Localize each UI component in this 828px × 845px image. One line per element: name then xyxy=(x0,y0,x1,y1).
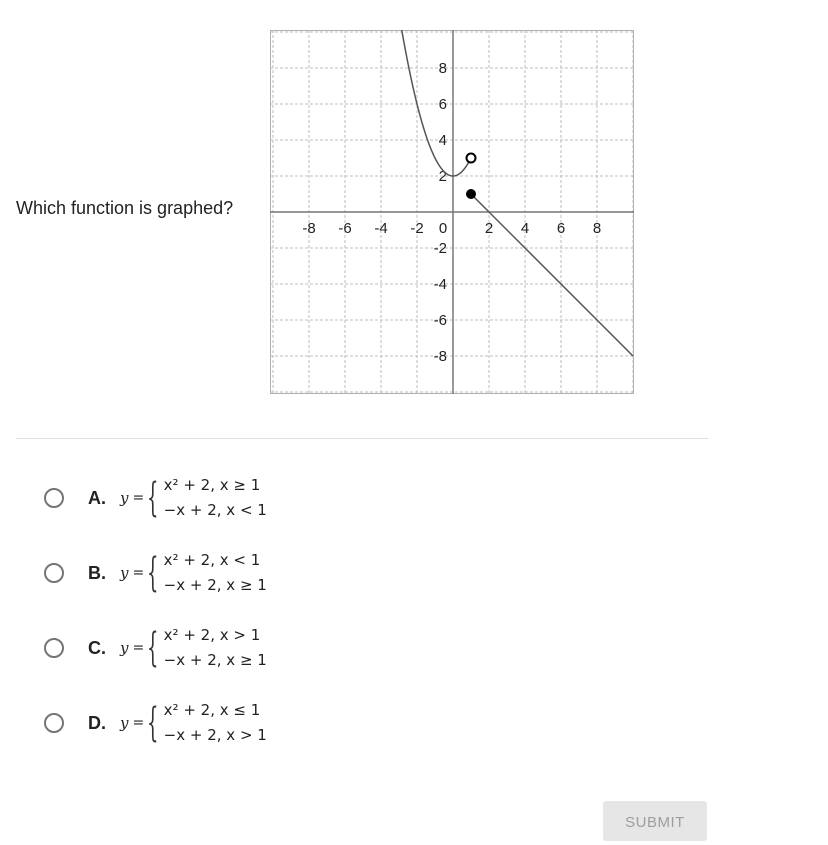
choice-lhs: y xyxy=(120,639,129,657)
x-tick-label: -6 xyxy=(338,220,352,237)
y-tick-label: 6 xyxy=(438,96,447,113)
open-endpoint xyxy=(467,154,476,163)
choice-c[interactable] xyxy=(44,623,267,673)
x-tick-label: -2 xyxy=(410,220,424,237)
piecewise-cases xyxy=(164,473,267,523)
brace-icon: { xyxy=(147,475,159,521)
y-tick-label: 8 xyxy=(438,60,447,77)
x-tick-label: 2 xyxy=(484,220,494,237)
y-tick-label: -6 xyxy=(433,312,447,329)
y-tick-label: -8 xyxy=(433,348,447,365)
case-2: −x + 2, x ≥ 1 xyxy=(163,651,267,669)
choice-equals: = xyxy=(132,640,145,656)
function-graph xyxy=(270,30,634,394)
choice-equals: = xyxy=(132,715,145,731)
choice-letter: D. xyxy=(88,712,106,733)
y-tick-label: -2 xyxy=(433,240,447,257)
case-1: x² + 2, x ≤ 1 xyxy=(163,701,261,719)
choice-equals: = xyxy=(132,565,145,581)
y-tick-label: -4 xyxy=(433,276,447,293)
x-tick-label: 4 xyxy=(520,220,530,237)
divider xyxy=(16,438,708,439)
x-tick-label: -8 xyxy=(302,220,316,237)
choice-equals: = xyxy=(132,490,145,506)
choice-lhs: y xyxy=(120,564,129,582)
brace-icon: { xyxy=(147,700,159,746)
piecewise-cases xyxy=(164,623,267,673)
choice-lhs: y xyxy=(120,714,129,732)
radio-button[interactable] xyxy=(44,488,64,508)
y-tick-label: 4 xyxy=(438,132,447,149)
radio-button[interactable] xyxy=(44,563,64,583)
case-1: x² + 2, x ≥ 1 xyxy=(163,476,261,494)
choice-lhs: y xyxy=(120,489,129,507)
choice-letter: A. xyxy=(88,487,106,508)
question-text: Which function is graphed? xyxy=(16,198,234,218)
x-tick-label: 6 xyxy=(556,220,566,237)
piecewise-cases xyxy=(164,548,267,598)
closed-endpoint xyxy=(466,189,476,199)
x-tick-label: 0 xyxy=(438,220,448,237)
x-tick-label: -4 xyxy=(374,220,388,237)
x-tick-label: 8 xyxy=(592,220,602,237)
case-2: −x + 2, x < 1 xyxy=(163,501,267,519)
piecewise-cases xyxy=(164,698,267,748)
brace-icon: { xyxy=(147,550,159,596)
radio-button[interactable] xyxy=(44,638,64,658)
radio-button[interactable] xyxy=(44,713,64,733)
choice-b[interactable] xyxy=(44,548,267,598)
submit-button[interactable]: SUBMIT xyxy=(603,801,707,841)
choice-letter: B. xyxy=(88,562,106,583)
choice-letter: C. xyxy=(88,637,106,658)
brace-icon: { xyxy=(147,625,159,671)
case-1: x² + 2, x > 1 xyxy=(163,626,261,644)
case-1: x² + 2, x < 1 xyxy=(163,551,261,569)
choice-a[interactable] xyxy=(44,473,267,523)
case-2: −x + 2, x ≥ 1 xyxy=(163,576,267,594)
case-2: −x + 2, x > 1 xyxy=(163,726,267,744)
choice-d[interactable] xyxy=(44,698,267,748)
y-tick-label: 2 xyxy=(438,168,447,185)
